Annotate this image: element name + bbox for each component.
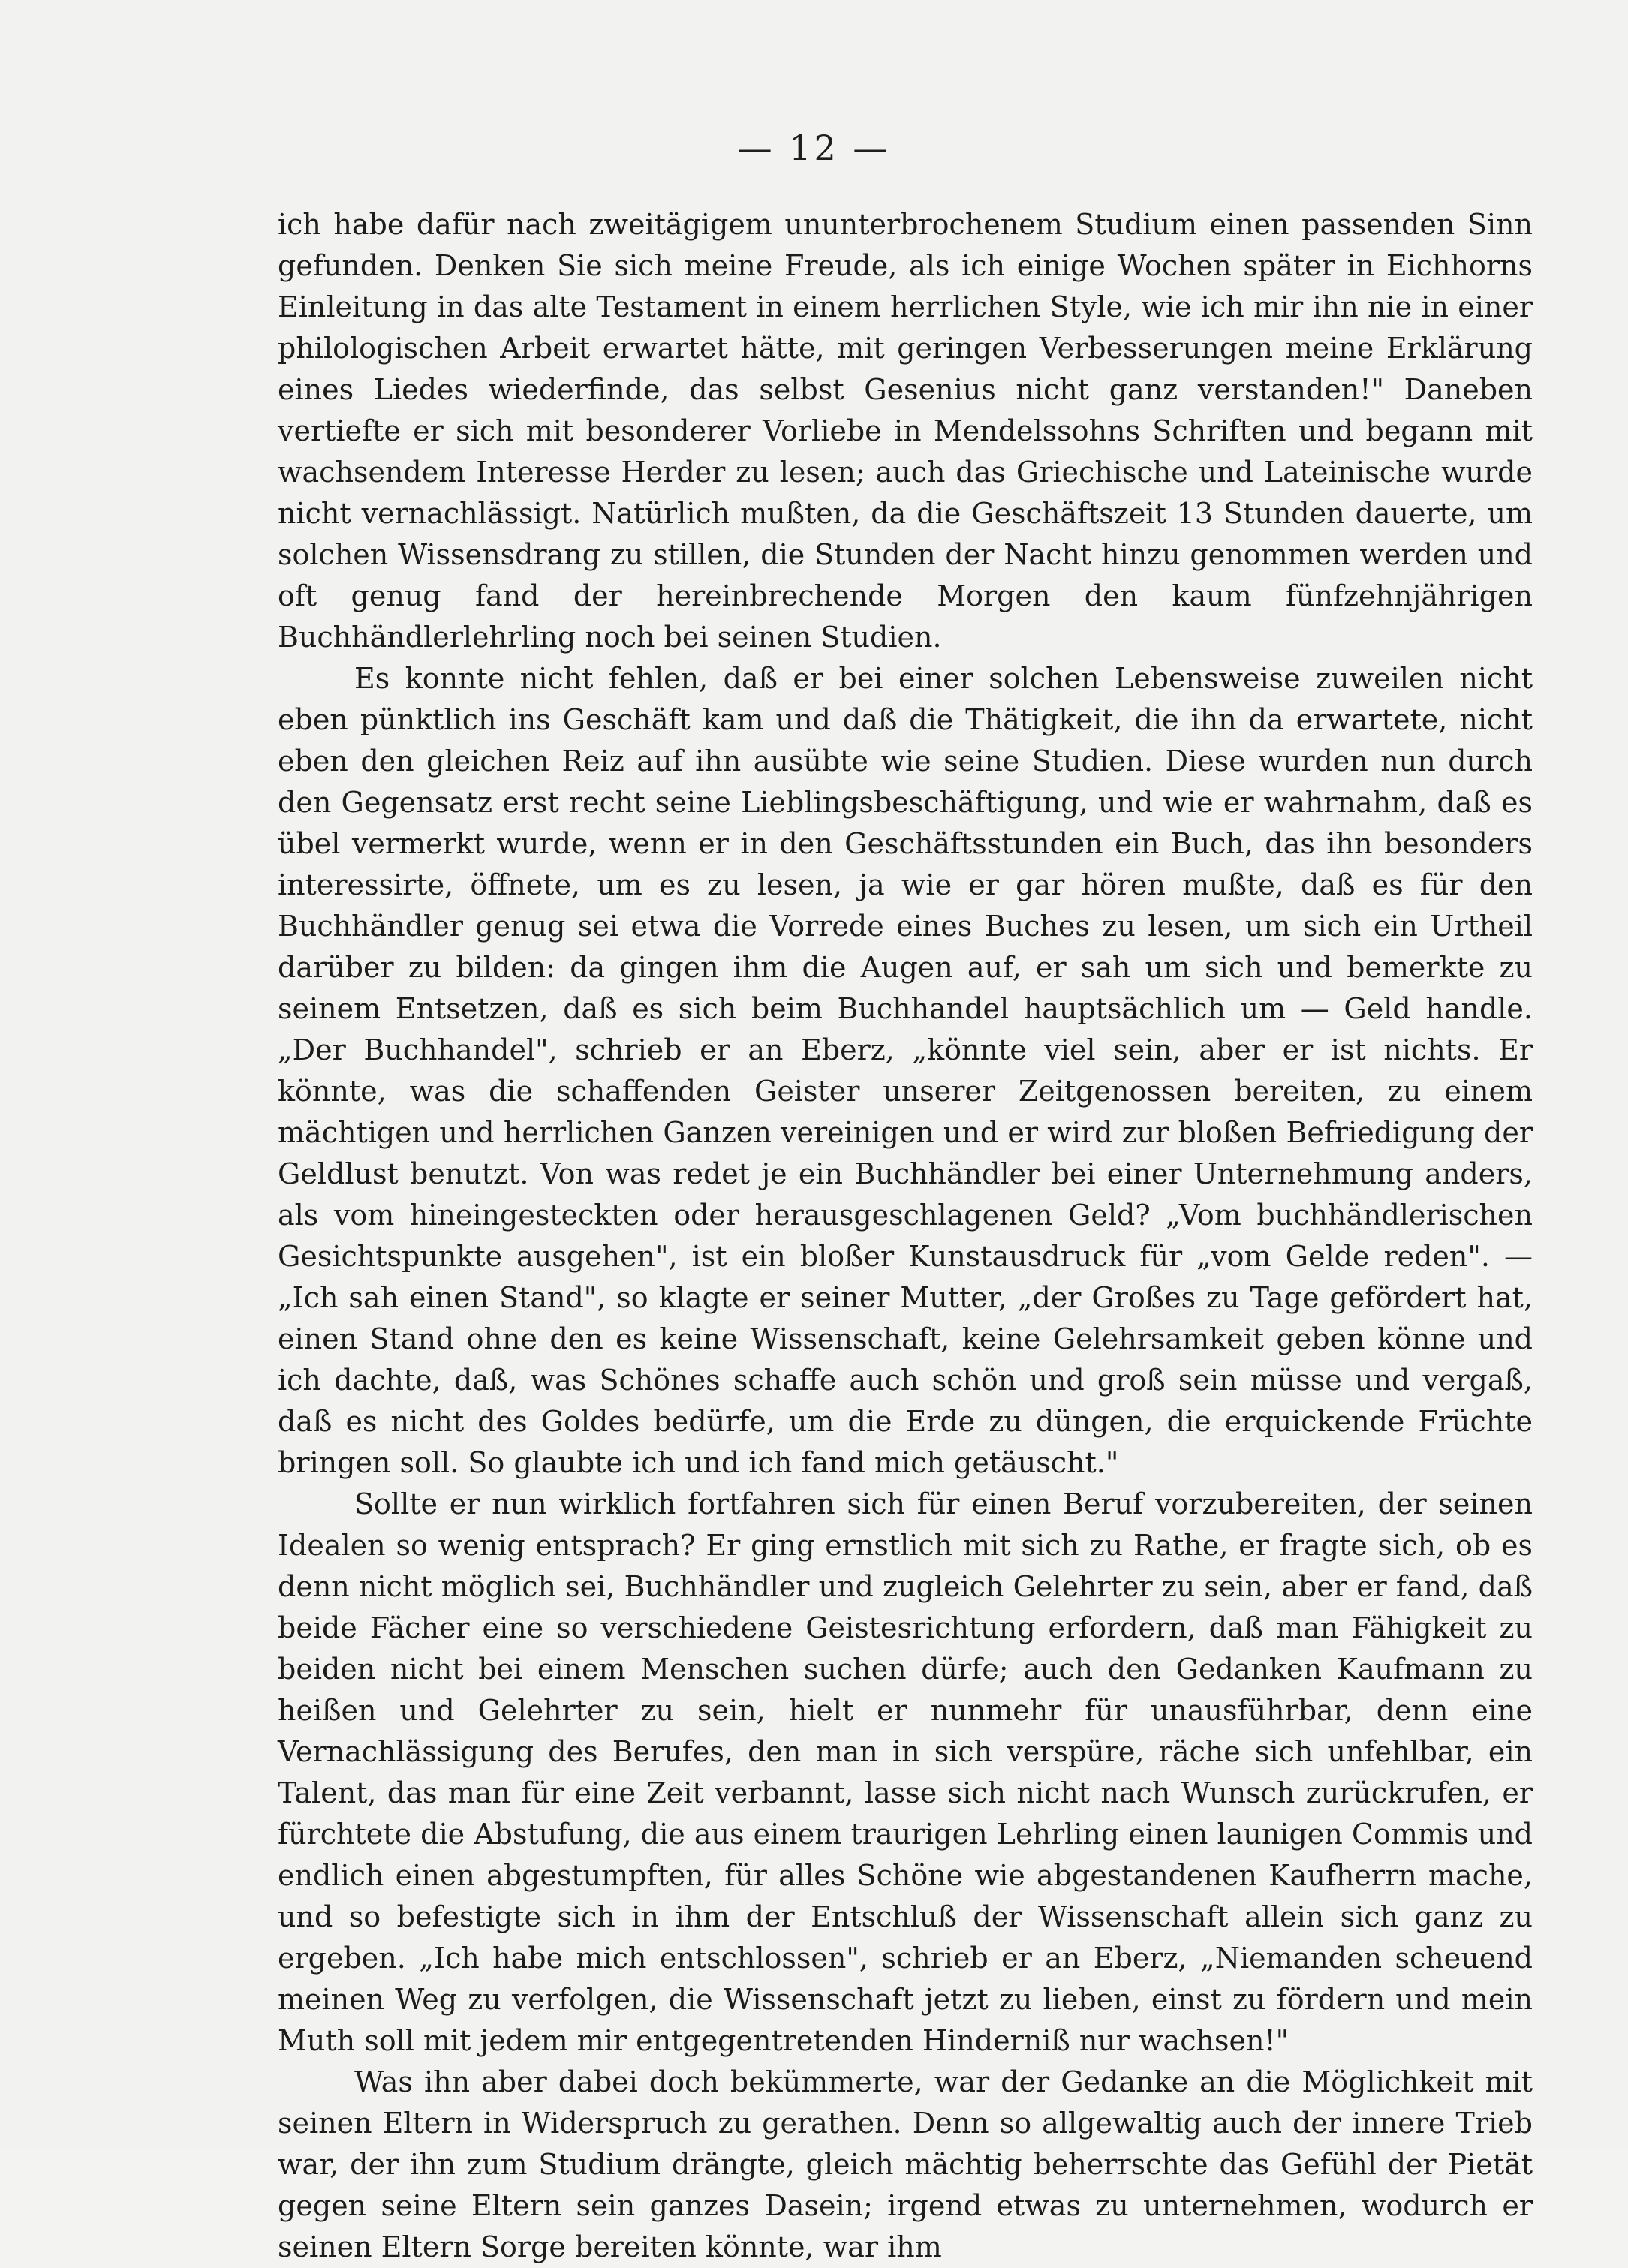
- page-number: — 12 —: [737, 128, 891, 168]
- paragraph-2: Es konnte nicht fehlen, daß er bei einer solchen Lebensweise zuweilen nicht eben pünktlich ins Geschäft kam und daß die Thätigkeit, die ihn da erwartete, nicht eben den gleichen Reiz auf ihn ausübte wie seine Studien. Diese wurden nun durch den Gegensatz erst recht seine Lieblingsbeschäftigung, und wie er wahrnahm, daß es übel vermerkt wurde, wenn er in den Geschäftsstunden ein Buch, das ihn besonders interessirte, öffnete, um es zu lesen, ja wie er gar hören mußte, daß es für den Buchhändler genug sei etwa die Vorrede eines Buches zu lesen, um sich ein Urtheil darüber zu bilden: da gingen ihm die Augen auf, er sah um sich und bemerkte zu seinem Entsetzen, daß es sich beim Buchhandel hauptsächlich um — Geld handle. „Der Buchhandel", schrieb er an Eberz, „könnte viel sein, aber er ist nichts. Er könnte, was die schaffenden Geister unserer Zeitgenossen bereiten, zu einem mächtigen und herrlichen Ganzen vereinigen und er wird zur bloßen Befriedigung der Geldlust benutzt. Von was redet je ein Buchhändler bei einer Unternehmung anders, als vom hineingesteckten oder herausgeschlagenen Geld? „Vom buchhändlerischen Gesichtspunkte ausgehen", ist ein bloßer Kunstausdruck für „vom Gelde reden". — „Ich sah einen Stand", so klagte er seiner Mutter, „der Großes zu Tage gefördert hat, einen Stand ohne den es keine Wissenschaft, keine Gelehrsamkeit geben könne und ich dachte, daß, was Schönes schaffe auch schön und groß sein müsse und vergaß, daß es nicht des Goldes bedürfe, um die Erde zu düngen, die erquickende Früchte bringen soll. So glaubte ich und ich fand mich getäuscht.": [278, 662, 1533, 1479]
- paragraph-4: Was ihn aber dabei doch bekümmerte, war der Gedanke an die Möglichkeit mit seinen Eltern in Widerspruch zu gerathen. Denn so allgewaltig auch der innere Trieb war, der ihn zum Studium drängte, gleich mächtig beherrschte das Gefühl der Pietät gegen seine Eltern sein ganzes Dasein; irgend etwas zu unternehmen, wodurch er seinen Eltern Sorge bereiten könnte, war ihm: [278, 2065, 1533, 2263]
- paragraph-1: ich habe dafür nach zweitägigem ununterbrochenem Studium einen passenden Sinn gefunden. Denken Sie sich meine Freude, als ich einige Wochen später in Eichhorns Einleitung in das alte Testament in einem herrlichen Style, wie ich mir ihn nie in einer philologischen Arbeit erwartet hätte, mit geringen Verbesserungen meine Erklärung eines Liedes wiederfinde, das selbst Gesenius nicht ganz verstanden!" Daneben vertiefte er sich mit besonderer Vorliebe in Mendelssohns Schriften und begann mit wachsendem Interesse Herder zu lesen; auch das Griechische und Lateinische wurde nicht vernachlässigt. Natürlich mußten, da die Geschäftszeit 13 Stunden dauerte, um solchen Wissensdrang zu stillen, die Stunden der Nacht hinzu genommen werden und oft genug fand der hereinbrechende Morgen den kaum fünfzehnjährigen Buchhändlerlehrling noch bei seinen Studien.: [278, 208, 1533, 654]
- body-text: [278, 204, 1533, 2268]
- paragraph-3: Sollte er nun wirklich fortfahren sich für einen Beruf vorzubereiten, der seinen Idealen so wenig entsprach? Er ging ernstlich mit sich zu Rathe, er fragte sich, ob es denn nicht möglich sei, Buchhändler und zugleich Gelehrter zu sein, aber er fand, daß beide Fächer eine so verschiedene Geistesrichtung erfordern, daß man Fähigkeit zu beiden nicht bei einem Menschen suchen dürfe; auch den Gedanken Kaufmann zu heißen und Gelehrter zu sein, hielt er nunmehr für unausführbar, denn eine Vernachlässigung des Berufes, den man in sich verspüre, räche sich unfehlbar, ein Talent, das man für eine Zeit verbannt, lasse sich nicht nach Wunsch zurückrufen, er fürchtete die Abstufung, die aus einem traurigen Lehrling einen launigen Commis und endlich einen abgestumpften, für alles Schöne wie abgestandenen Kaufherrn mache, und so befestigte sich in ihm der Entschluß der Wissenschaft allein sich ganz zu ergeben. „Ich habe mich entschlossen", schrieb er an Eberz, „Niemanden scheuend meinen Weg zu verfolgen, die Wissenschaft jetzt zu lieben, einst zu fördern und mein Muth soll mit jedem mir entgegentretenden Hinderniß nur wachsen!": [278, 1487, 1533, 2057]
